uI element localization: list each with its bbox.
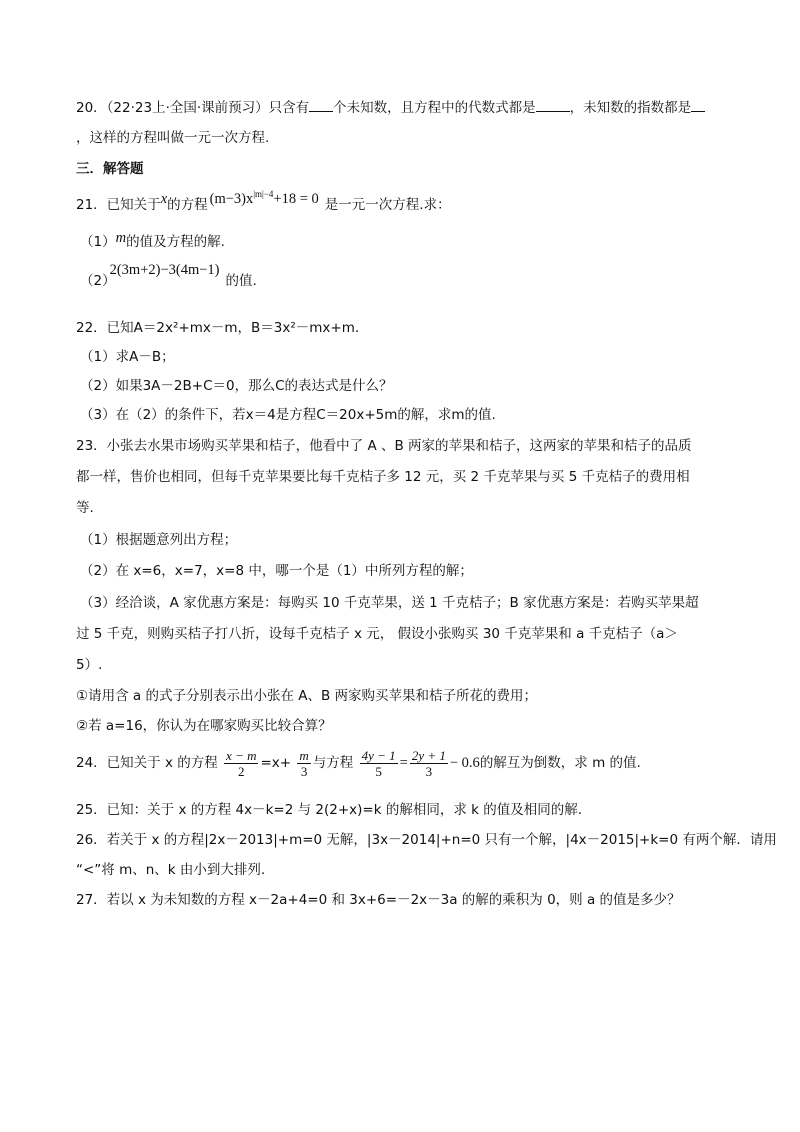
question-26-line-2: “<”将 m、n、k 由小到大排列. — [76, 862, 266, 878]
question-23-line-1: 23．小张去水果市场购买苹果和桔子，他看中了 A 、B 两家的苹果和桔子，这两家的苹果和桔子的品质 — [76, 438, 692, 454]
question-24 — [76, 746, 641, 780]
question-21-stem — [76, 190, 451, 215]
q24-fraction-3 — [360, 748, 398, 779]
q21-p2-text: 的值. — [225, 273, 257, 289]
q24-mid1: =x+ — [260, 755, 292, 771]
q24-f2-den: 3 — [300, 763, 308, 779]
q21-eq-exp: |m|−4 — [253, 189, 274, 199]
question-20-line-2: ，这样的方程叫做一元一次方程. — [76, 130, 270, 146]
question-20-line-1 — [76, 97, 705, 118]
question-23-part-2: （2）在 x=6，x=7，x=8 中，哪一个是（1）中所列方程的解； — [80, 563, 473, 579]
q21-tail: 是一元一次方程.求： — [324, 197, 451, 213]
q21-mid: 的方程 — [167, 197, 208, 213]
q21-equation — [210, 191, 319, 207]
q21-p1-text: 的值及方程的解. — [126, 234, 225, 250]
q24-f3-num: 4y − 1 — [361, 747, 396, 763]
question-23-part-3-line-2: 过 5 千克，则购买桔子打八折，设每千克桔子 x 元， 假设小张购买 30 千克苹果和 a 千克桔子（a＞ — [76, 626, 678, 642]
q24-f4-num: 2y + 1 — [411, 747, 446, 763]
q24-fraction-4 — [410, 748, 448, 779]
q20-blank-3[interactable] — [691, 97, 705, 112]
question-23-part-3-line-3: 5）. — [76, 657, 103, 673]
q20-text-b: 个未知数，且方程中的代数式都是 — [333, 100, 536, 116]
q24-tail: 的解互为倒数，求 m 的值. — [479, 755, 641, 771]
q20-blank-1[interactable] — [309, 97, 333, 112]
q24-lead: 24．已知关于 x 的方程 — [76, 755, 218, 771]
question-23-line-3: 等. — [76, 500, 94, 516]
q24-f2-num: m — [299, 747, 309, 763]
question-26-line-1: 26．若关于 x 的方程|2x－2013|+m=0 无解，|3x－2014|+n=0 只有一个解，|4x－2015|+k=0 有两个解．请用 — [76, 832, 777, 848]
question-23-line-2: 都一样，售价也相同，但每千克苹果要比每千克桔子多 12 元，买 2 千克苹果与买 5 千克桔子的费用相 — [76, 469, 690, 485]
question-21-part-2 — [80, 262, 257, 291]
q24-f4-den: 3 — [425, 763, 433, 779]
question-23-part-3-line-1: （3）经洽谈，A 家优惠方案是：每购买 10 千克苹果，送 1 千克桔子；B 家优惠方案是：若购买苹果超 — [80, 595, 699, 611]
question-21-part-1 — [80, 232, 225, 252]
q21-var: x — [160, 191, 168, 207]
question-23-part-1: （1）根据题意列出方程； — [80, 532, 238, 548]
q21-p2-expr: 2(3m+2)−3(4m−1) — [109, 262, 220, 278]
q20-blank-2[interactable] — [536, 97, 570, 112]
q24-minus: − 0.6 — [449, 755, 480, 771]
question-23-sub-1: ①请用含 a 的式子分别表示出小张在 A、B 两家购买苹果和桔子所花的费用； — [76, 688, 538, 704]
q21-p1-var: m — [115, 230, 127, 246]
section-heading: 三．解答题 — [76, 161, 144, 177]
q24-f1-den: 2 — [238, 763, 245, 779]
question-22-stem: 22．已知A＝2x²+mx－m，B＝3x²－mx+m. — [76, 320, 360, 336]
question-22-part-3: （3）在（2）的条件下，若x＝4是方程C＝20x+5m的解，求m的值. — [80, 407, 496, 423]
question-27: 27．若以 x 为未知数的方程 x－2a+4=0 和 3x+6=－2x－3a 的解的乘积为 0，则 a 的值是多少？ — [76, 892, 681, 908]
question-22-part-2: （2）如果3A－2B+C＝0，那么C的表达式是什么？ — [80, 378, 393, 394]
q24-f1-num: x − m — [226, 747, 257, 763]
q24-mid2: 与方程 — [312, 755, 354, 771]
q21-lead: 21．已知关于 — [76, 197, 161, 213]
question-23-sub-2: ②若 a=16，你认为在哪家购买比较合算？ — [76, 718, 332, 734]
q21-p1-num: （1） — [80, 234, 116, 250]
q21-eq-base: (m−3)x — [209, 191, 254, 207]
q24-fraction-2 — [297, 748, 310, 779]
question-25: 25．已知：关于 x 的方程 4x－k=2 与 2(2+x)=k 的解相同，求 k 的值及相同的解. — [76, 802, 583, 818]
q21-eq-tail: +18 = 0 — [273, 191, 319, 207]
q21-p2-num: （2） — [80, 273, 116, 289]
q24-eq: = — [399, 755, 408, 771]
q24-fraction-1 — [224, 748, 258, 779]
q24-f3-den: 5 — [375, 763, 382, 779]
q20-text-a: 20．（22·23上·全国·课前预习）只含有 — [76, 100, 310, 116]
question-22-part-1: （1）求A－B； — [80, 349, 175, 365]
q20-text-c: ，未知数的指数都是 — [569, 100, 692, 116]
